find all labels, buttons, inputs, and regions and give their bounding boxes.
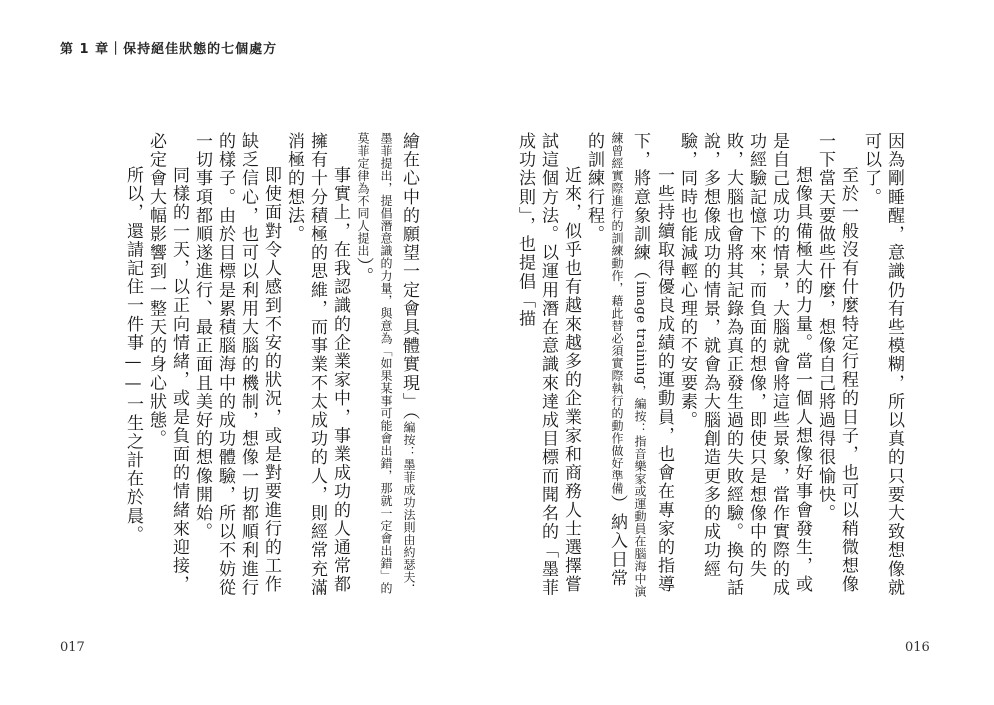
- page-number-left: 017: [60, 640, 85, 655]
- page-017-text: [123, 132, 420, 602]
- paragraph-text: 繪在心中的願望一定會具體實現」（: [399, 132, 419, 422]
- paragraph: 事實上，在我認識的企業家中，事業成功的人通常都擁有十分積極的思維，而事業不太成功的人，則經常充滿消極的想法。: [284, 132, 350, 597]
- paragraph: 至於一般沒有什麼特定行程的日子，也可以稍微想像一下當天要做些什麼，想像自己將過得很愉快。: [815, 132, 858, 594]
- paragraph-text: ）。: [353, 257, 373, 286]
- editor-note: 編按：墨菲成功法則由約瑟夫．墨菲提出，提倡潛意識的力量，與意為「如果某事可能會出錯，那就一定會出錯」的莫菲定律為不同人提出: [356, 132, 416, 597]
- paragraph: 所以，還請記住一件事——一生之計在於晨。: [123, 166, 143, 544]
- paragraph: 即使面對令人感到不安的狀況，或是對要進行的工作缺乏信心，也可以利用大腦的機制，想像一切都順利進行的樣子。由於目標是累積腦海中的成功體驗，所以不妨從一切事項都順遂進行、最正面且美好的想像開始。: [192, 132, 281, 597]
- latin-term: image training: [633, 280, 648, 385]
- page-number-right: 016: [905, 640, 930, 655]
- paragraph: 因為剛睡醒，意識仍有些模糊，所以真的只要大致想像就可以了。: [861, 132, 904, 597]
- paragraph: 想像具備極大的力量。當一個人想像好事會發生，或是自己成功的情景，大腦就會將這些景象，當作實際的成功經驗記憶下來；而負面的想像，即使只是想像中的失敗，大腦也會將其記錄為真正發生過的失敗經驗。換句話說，多想像成功的情景，就會為大腦創造更多的成功經驗，同時也能減輕心理的不安要素。: [677, 132, 812, 597]
- paragraph: [582, 132, 675, 602]
- chapter-header: 第 1 章｜保持絕佳狀態的七個處方: [60, 42, 278, 57]
- paragraph: 近來，似乎也有越來越多的企業家和商務人士選擇嘗試這個方法。以運用潛在意識來達成目標而聞名的「墨菲成功法則」，也提倡「描: [515, 132, 581, 597]
- paragraph-text: 一些持續取得優良成績的運動員，也會在專家的指導下，將意象訓練（: [630, 132, 674, 594]
- paragraph-text: ）納入日常的訓練行程。: [584, 132, 627, 588]
- editor-note: ，編按：指音樂家或運動員在腦海中演練曾經實際進行的訓練動作，藉此替必須實際執行的動作做好準備: [610, 132, 647, 598]
- paragraph: 同樣的一天，以正向情緒，或是負面的情緒來迎接，必定會大幅影響到一整天的身心狀態。: [146, 132, 189, 594]
- page-016-text: [515, 132, 905, 602]
- paragraph: [351, 132, 420, 602]
